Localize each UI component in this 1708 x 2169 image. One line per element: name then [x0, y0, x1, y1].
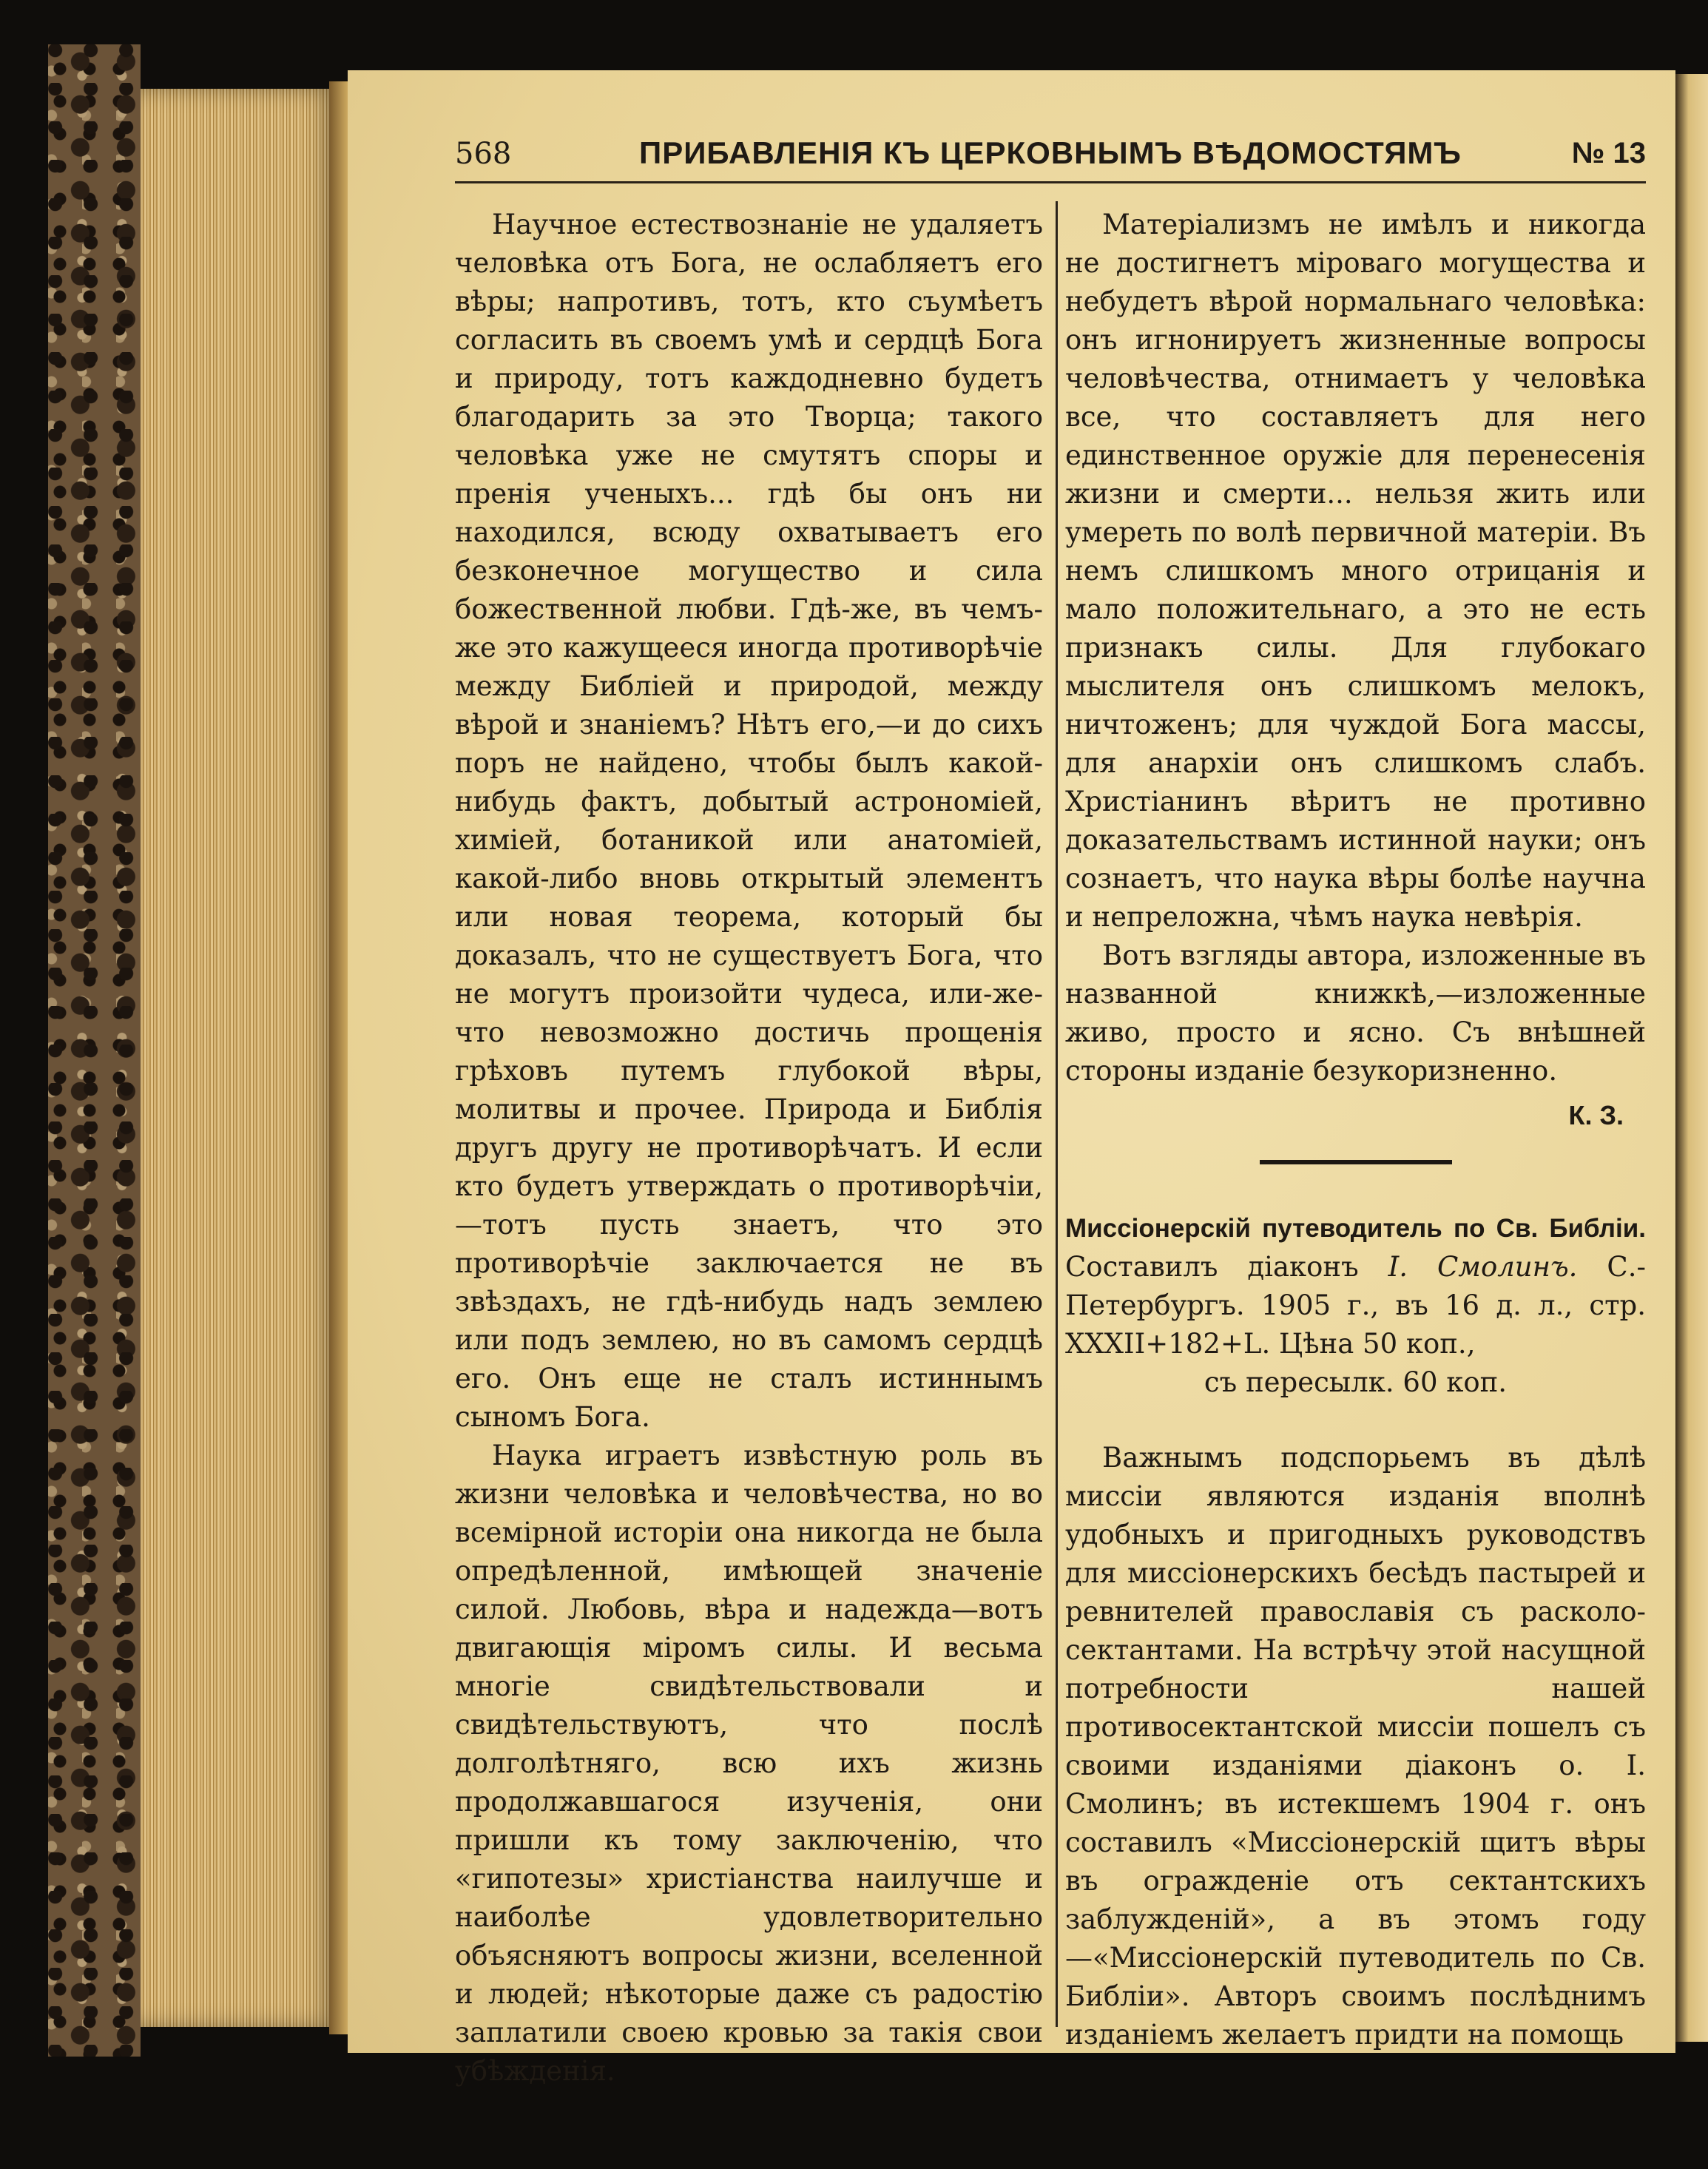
left-paragraph-1: Научное естествознаніе не удаляетъ человѣка отъ Бога, не ослабляетъ его вѣры; напротивъ, тотъ, кто съумѣетъ согласить въ своемъ умѣ и сердцѣ Бога и природу, тотъ каждодневно будетъ благодарить за это Творца; такого человѣка уже не смутятъ споры и пренія ученыхъ... гдѣ бы онъ ни находился, всюду охватываетъ его безконечное могущество и сила божественной любви. Гдѣ-же, въ чемъ-же это кажущееся иногда противорѣчіе между Библіей и природой, между вѣрой и знаніемъ? Нѣтъ его,—и до сихъ поръ не найдено, чтобы былъ какой-нибудь фактъ, добытый астрономіей, химіей, ботаникой или анатоміей, какой-либо вновь открытый элементъ или новая теорема, который бы доказалъ, что не существуетъ Бога, что не могутъ произойти чудеса, или-же-что невозможно достичь прощенія грѣховъ путемъ глубокой вѣры, молитвы и прочее. Природа и Библія другъ другу не противорѣчатъ. И если кто будетъ утверждать о противорѣчіи,—тотъ пусть знаетъ, что это противорѣчіе заключается не въ звѣздахъ, не гдѣ-нибудь надъ землею или подъ землею, но въ самомъ сердцѣ его. Онъ еще не сталъ истиннымъ сыномъ Бога.	[455, 209, 1043, 1433]
right-paragraph-2: Вотъ взгляды автора, изложенные въ названной книжкѣ,—изложенные живо, просто и ясно. Съ внѣшней стороны изданіе безукоризненно.	[1065, 940, 1646, 1087]
right-paragraph-3: Важнымъ подспорьемъ въ дѣлѣ миссіи являются изданія вполнѣ удобныхъ и пригодныхъ руководствъ для миссіонерскихъ бесѣдъ пастырей и ревнителей православія съ расколо-сектантами. На встрѣчу этой насущной потребности нашей противосектантской миссіи пошелъ съ своими изданіями діаконъ о. І. Смолинъ; въ истекшемъ 1904 г. онъ составилъ «Миссіонерскій щитъ вѣры въ огражденіе отъ сектантскихъ заблужденій», а въ этомъ году—«Миссіонерскій путеводитель по Св. Библіи». Авторъ своимъ послѣднимъ изданіемъ желаетъ придти на помощь	[1065, 1442, 1646, 2051]
issue-number: № 13	[1571, 137, 1646, 169]
right-column	[1065, 206, 1646, 2054]
book-compiler: Составилъ діаконъ	[1065, 1251, 1359, 1283]
left-paragraph-2: Наука играетъ извѣстную роль въ жизни человѣка и человѣчества, но во всемірной исторіи она никогда не была опредѣленной, имѣющей значеніе силой. Любовь, вѣра и надежда—вотъ двигающія міромъ силы. И весьма многіе свидѣтельствовали и свидѣтельствуютъ, что послѣ долголѣтняго, всю ихъ жизнь продолжавшагося изученія, они пришли къ тому заключенію, что «гипотезы» христіанства наилучше и наиболѣе удовлетворительно объясняютъ вопросы жизни, вселенной и людей; нѣкоторые даже съ радостію заплатили своею кровью за такія свои убѣжденія.	[455, 1440, 1043, 2087]
book-details: С.-Петербургъ. 1905 г., въ 16 д. л., стр. XXXII+182+L. Цѣна 50 коп.,	[1065, 1251, 1646, 1360]
right-paragraph-1: Матеріализмъ не имѣлъ и никогда не достигнетъ міроваго могущества и небудетъ вѣрой нормальнаго человѣка: онъ игнонируетъ жизненные вопросы человѣчества, отнимаетъ у человѣка все, что составляетъ для него единственное оружіе для перенесенія жизни и смерти... нельзя жить или умереть по волѣ первичной матеріи. Въ немъ слишкомъ много отрицанія и мало положительнаго, а это не есть признакъ силы. Для глубокаго мыслителя онъ слишкомъ мелокъ, ничтоженъ; для чуждой Бога массы, для анархіи онъ слишкомъ слабъ. Христіанинъ вѣритъ не противно доказательствамъ истинной науки; онъ сознаетъ, что наука вѣры болѣе научна и непреложна, чѣмъ наука невѣрія.	[1065, 209, 1646, 933]
column-divider	[1056, 201, 1058, 2027]
running-header	[455, 137, 1646, 183]
journal-title: ПРИБАВЛЕНІЯ КЪ ЦЕРКОВНЫМЪ ВѢДОМОСТЯМЪ	[639, 135, 1462, 170]
section-rule	[1260, 1160, 1452, 1164]
book-author: І. Смолинъ.	[1388, 1251, 1578, 1283]
next-page-edge	[1675, 74, 1708, 2042]
book-price: съ пересылк. 60 коп.	[1204, 1366, 1508, 1398]
page-edges	[141, 89, 340, 2027]
book-title: Миссіонерскій путеводитель по Св. Библіи.	[1065, 1214, 1646, 1243]
bibliographic-entry	[1065, 1209, 1646, 1402]
page-number: 568	[455, 137, 512, 171]
marbled-cover	[48, 44, 141, 2057]
review-signature: К. З.	[1568, 1100, 1624, 1130]
left-column	[455, 206, 1043, 2091]
